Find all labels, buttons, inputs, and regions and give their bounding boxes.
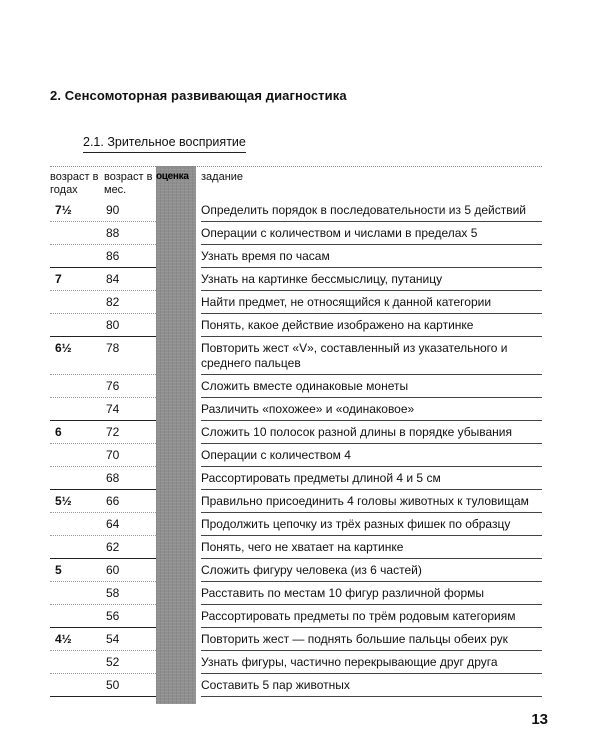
- age-months-cell: 72: [106, 425, 120, 439]
- age-months-cell: 50: [106, 678, 120, 692]
- table-row: [50, 268, 542, 291]
- task-cell: Узнать на картинке бессмыслицу, путаницу: [201, 272, 443, 286]
- table-row: [50, 628, 542, 651]
- table-row: [50, 199, 542, 222]
- age-rule: [50, 696, 156, 697]
- table-row: [50, 605, 542, 628]
- age-months-cell: 58: [106, 586, 120, 600]
- table-row: [50, 490, 542, 513]
- task-cell: Составить 5 пар животных: [201, 678, 350, 692]
- table-header: [50, 166, 542, 199]
- age-years-cell: 7: [55, 272, 62, 286]
- age-months-cell: 74: [106, 402, 120, 416]
- age-months-cell: 52: [106, 655, 120, 669]
- row-rule: [201, 696, 542, 697]
- task-cell: Повторить жест «V», составленный из указательного и среднего пальцев: [201, 341, 508, 370]
- task-cell: Найти предмет, не относящийся к данной категории: [201, 295, 492, 309]
- task-cell: Различить «похожее» и «одинаковое»: [201, 402, 415, 416]
- age-months-cell: 76: [106, 379, 120, 393]
- task-cell: Узнать фигуры, частично перекрывающие друг друга: [201, 655, 498, 669]
- table-body: [50, 199, 542, 697]
- task-cell: Понять, какое действие изображено на картинке: [201, 318, 474, 332]
- age-months-cell: 62: [106, 540, 120, 554]
- table-row: [50, 291, 542, 314]
- task-cell: Правильно присоединить 4 головы животных к туловищам: [201, 494, 529, 508]
- age-years-cell: 7½: [55, 203, 72, 217]
- age-months-cell: 90: [106, 203, 120, 217]
- task-cell: Сложить фигуру человека (из 6 частей): [201, 563, 422, 577]
- age-months-cell: 82: [106, 295, 120, 309]
- task-cell: Операции с количеством 4: [201, 448, 351, 462]
- task-cell: Сложить 10 полосок разной длины в порядке убывания: [201, 425, 512, 439]
- task-cell: Сложить вместе одинаковые монеты: [201, 379, 409, 393]
- task-cell: Понять, чего не хватает на картинке: [201, 540, 404, 554]
- header-age-years: возраст в годах: [50, 171, 99, 196]
- table-row: [50, 674, 542, 697]
- table-row: [50, 375, 542, 398]
- table-row: [50, 337, 542, 375]
- table-row: [50, 245, 542, 268]
- age-months-cell: 56: [106, 609, 120, 623]
- age-months-cell: 68: [106, 471, 120, 485]
- task-cell: Узнать время по часам: [201, 249, 330, 263]
- age-years-cell: 4½: [55, 632, 72, 646]
- table-row: [50, 398, 542, 421]
- age-months-cell: 80: [106, 318, 120, 332]
- age-years-cell: 6½: [55, 341, 72, 355]
- table-row: [50, 421, 542, 444]
- task-cell: Рассортировать предметы длиной 4 и 5 см: [201, 471, 441, 485]
- age-months-cell: 64: [106, 517, 120, 531]
- header-score: оценка: [156, 171, 189, 182]
- table-row: [50, 222, 542, 245]
- age-months-cell: 66: [106, 494, 120, 508]
- age-years-cell: 6: [55, 425, 62, 439]
- age-months-cell: 78: [106, 341, 120, 355]
- table-row: [50, 444, 542, 467]
- age-years-cell: 5½: [55, 494, 72, 508]
- age-years-cell: 5: [55, 563, 62, 577]
- table-row: [50, 314, 542, 337]
- age-months-cell: 60: [106, 563, 120, 577]
- table-row: [50, 651, 542, 674]
- section-title: 2. Сенсомоторная развивающая диагностика: [50, 88, 347, 103]
- table-row: [50, 467, 542, 490]
- age-months-cell: 88: [106, 226, 120, 240]
- table-row: [50, 536, 542, 559]
- age-months-cell: 70: [106, 448, 120, 462]
- table-row: [50, 513, 542, 536]
- task-cell: Рассортировать предметы по трём родовым категориям: [201, 609, 516, 623]
- task-cell: Расставить по местам 10 фигур различной формы: [201, 586, 485, 600]
- age-months-cell: 86: [106, 249, 120, 263]
- task-cell: Повторить жест — поднять большие пальцы обеих рук: [201, 632, 508, 646]
- age-months-cell: 84: [106, 272, 120, 286]
- task-cell: Операции с количеством и числами в пределах 5: [201, 226, 478, 240]
- task-cell: Определить порядок в последовательности из 5 действий: [201, 203, 526, 217]
- header-age-months: возраст в мес.: [104, 171, 153, 196]
- subsection-title: 2.1. Зрительное восприятие: [83, 135, 246, 153]
- table-row: [50, 582, 542, 605]
- page-number: 13: [531, 711, 548, 728]
- task-cell: Продолжить цепочку из трёх разных фишек по образцу: [201, 517, 511, 531]
- age-months-cell: 54: [106, 632, 120, 646]
- header-task: задание: [201, 171, 244, 183]
- table-row: [50, 559, 542, 582]
